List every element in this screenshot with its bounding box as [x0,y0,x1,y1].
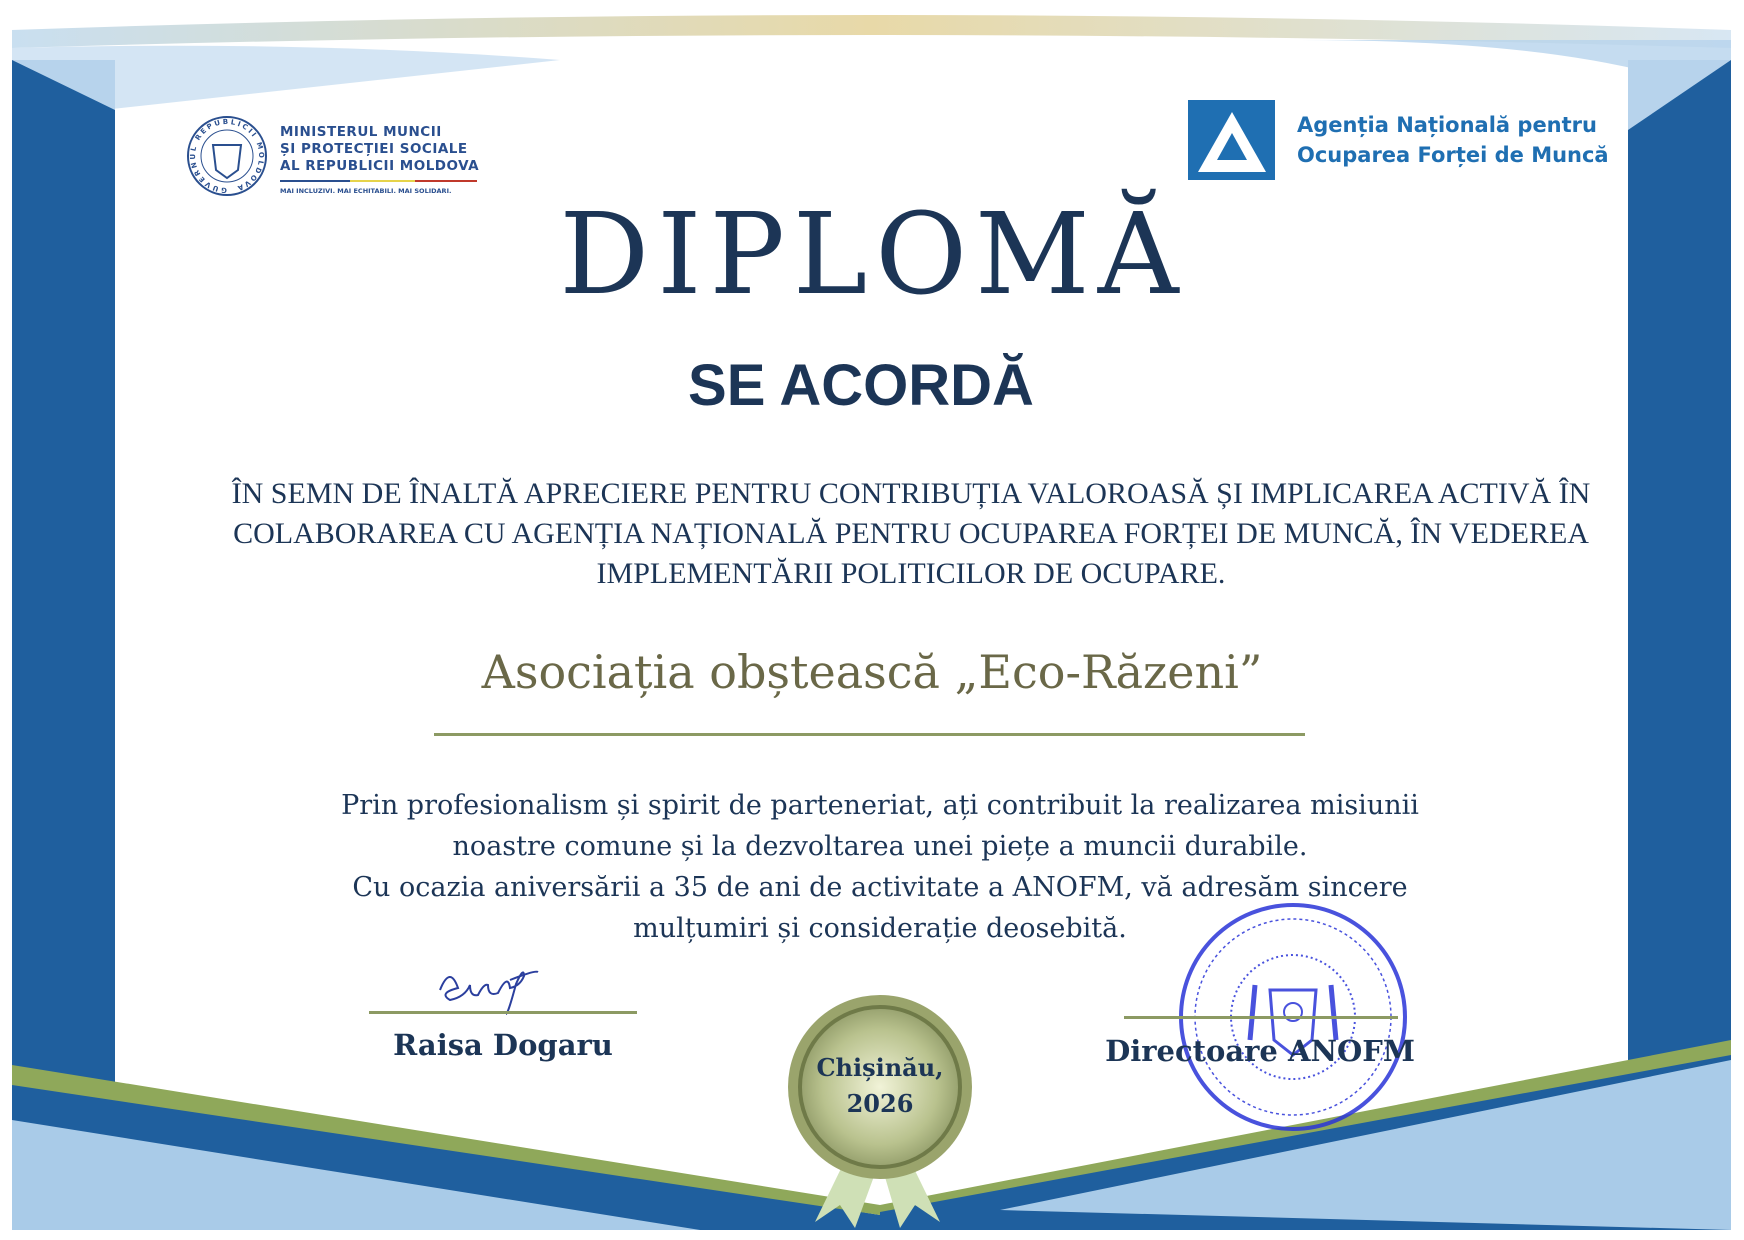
recipient-name: Asociația obștească „Eco-Răzeni” [481,645,1263,699]
ministry-seal-text-wrap [189,118,265,194]
signatory-name: Raisa Dogaru [393,1028,613,1062]
ministry-motto: MAI INCLUZIVI. MAI ECHITABILI. MAI SOLIDARI. [280,187,452,195]
medal-year: 2026 [846,1089,914,1118]
ministry-seal [188,117,266,195]
ministry-name-line: ȘI PROTECȚIEI SOCIALE [280,141,468,157]
body-line: noastre comune și la dezvoltarea unei piețe a muncii durabile. [452,831,1308,862]
agency-name-line: Agenția Națională pentru [1297,113,1597,137]
award-reason [211,474,1611,594]
signatory-title: Directoare ANOFM [1105,1034,1415,1068]
body-line: mulțumiri și considerație deosebită. [633,913,1127,944]
agency-name-line: Ocuparea Forței de Muncă [1297,143,1609,167]
agency-name [1297,110,1609,170]
diploma-title: DIPLOMĂ [559,190,1187,320]
ministry-name-line: MINISTERUL MUNCII [280,124,442,140]
signature [440,972,538,1014]
diploma-subtitle: SE ACORDĂ [688,353,1034,418]
body-line: Cu ocazia aniversării a 35 de ani de activitate a ANOFM, vă adresăm sincere [352,872,1408,903]
signature-line-right [1124,1016,1398,1019]
recipient-underline [434,733,1305,736]
medal-seal [780,1050,980,1122]
signature-line-left [369,1011,637,1014]
reason-line: IMPLEMENTĂRII POLITICILOR DE OCUPARE. [596,557,1226,590]
ministry-name [280,124,479,175]
ministry-name-line: AL REPUBLICII MOLDOVA [280,158,480,174]
medal-city: Chișinău, [816,1053,944,1082]
reason-line: COLABORAREA CU AGENȚIA NAȚIONALĂ PENTRU OCUPAREA FORȚEI DE MUNCĂ, ÎN VEDEREA [233,517,1589,550]
ministry-seal-text: GUVERNUL REPUBLICII MOLDOVA [188,117,266,195]
reason-line: ÎN SEMN DE ÎNALTĂ APRECIERE PENTRU CONTRIBUȚIA VALOROASĂ ȘI IMPLICAREA ACTIVĂ ÎN [231,477,1591,510]
body-line: Prin profesionalism și spirit de parteneriat, ați contribuit la realizarea misiunii [341,790,1419,821]
appreciation-text [180,785,1580,949]
